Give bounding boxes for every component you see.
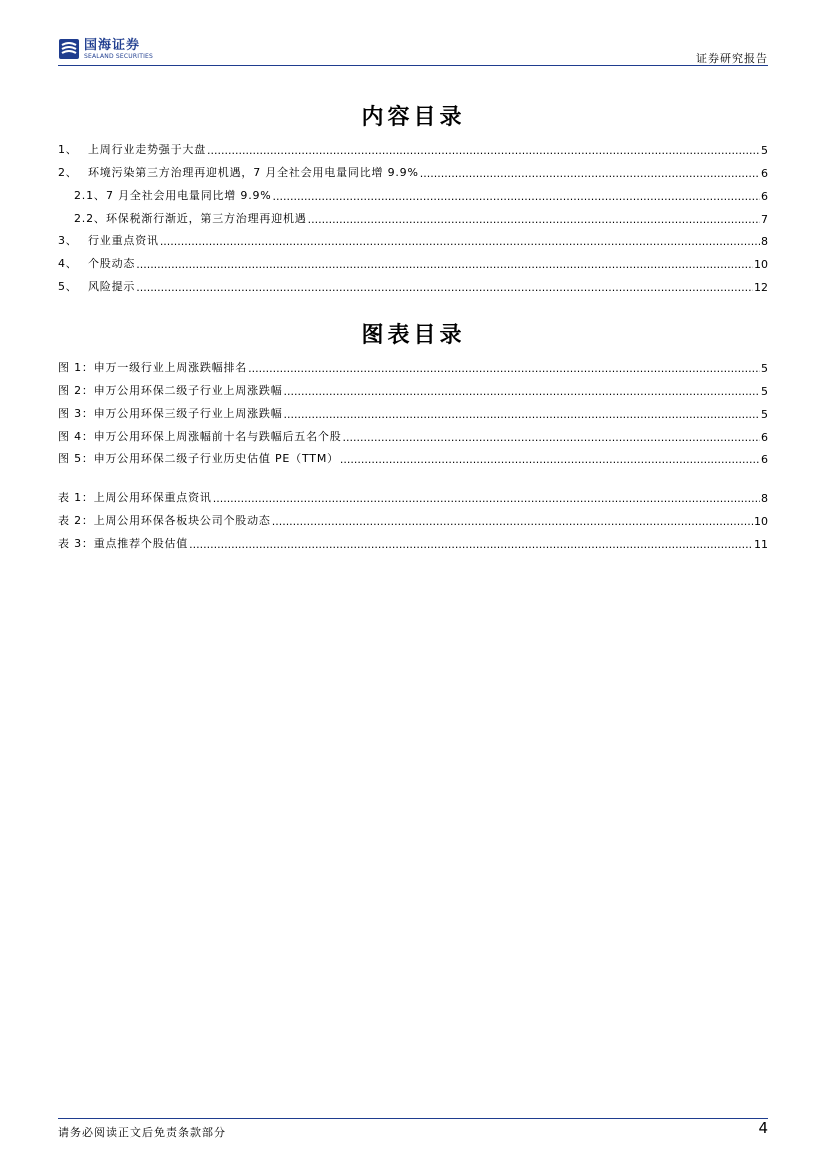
table-text: 上周公用环保重点资讯 [93, 491, 212, 505]
table-entry[interactable] [58, 482, 768, 505]
toc-entry-text: 上周行业走势强于大盘 [88, 142, 206, 156]
figure-label: 图 2： [58, 383, 94, 397]
leader-dots [189, 538, 753, 551]
toc-entry-text: 个股动态 [88, 257, 136, 271]
leader-dots [207, 144, 760, 157]
toc-entry-page: 8 [761, 235, 768, 249]
figure-page: 5 [761, 384, 768, 398]
leader-dots [284, 385, 760, 398]
toc-entry-page: 5 [761, 143, 768, 157]
figure-text: 申万一级行业上周涨跌幅排名 [93, 360, 248, 374]
toc-entry[interactable] [58, 226, 768, 249]
toc-subentry[interactable] [58, 203, 768, 226]
toc-entry-number: 2、 [58, 165, 78, 179]
leader-dots [420, 167, 760, 180]
table-page: 11 [754, 538, 768, 552]
figure-entry[interactable] [58, 375, 768, 398]
figure-text: 申万公用环保二级子行业上周涨跌幅 [93, 383, 283, 397]
table-label: 表 1： [58, 491, 94, 505]
table-page: 8 [761, 492, 768, 506]
toc-entry[interactable] [58, 271, 768, 294]
table-page: 10 [754, 515, 768, 529]
table-text: 重点推荐个股估值 [93, 537, 189, 551]
contents-list [58, 134, 768, 294]
figure-entry[interactable] [58, 444, 768, 467]
table-text: 上周公用环保各板块公司个股动态 [93, 514, 271, 528]
footer-divider [58, 1118, 768, 1119]
logo-english-name: SEALAND SECURITIES [84, 52, 154, 60]
figures-list [58, 352, 768, 551]
list-spacer [58, 466, 768, 482]
leader-dots [248, 362, 760, 375]
figure-label: 图 3： [58, 406, 94, 420]
table-entry[interactable] [58, 528, 768, 551]
leader-dots [136, 258, 753, 271]
sealand-logo-icon [58, 38, 80, 60]
leader-dots [273, 190, 760, 203]
company-logo [58, 38, 153, 60]
toc-entry-text: 风险提示 [88, 280, 136, 294]
leader-dots [160, 235, 760, 248]
toc-entry[interactable] [58, 134, 768, 157]
leader-dots [340, 453, 760, 466]
leader-dots [284, 408, 760, 421]
toc-entry-number: 5、 [58, 280, 78, 294]
toc-subentry[interactable] [58, 180, 768, 203]
table-label: 表 3： [58, 537, 94, 551]
toc-entry-number: 2.1、 [74, 188, 106, 202]
toc-entry-page: 10 [754, 258, 768, 272]
toc-entry-page: 7 [761, 212, 768, 226]
table-label: 表 2： [58, 514, 94, 528]
table-entry[interactable] [58, 505, 768, 528]
document-type-label: 证券研究报告 [696, 52, 768, 65]
toc-entry-number: 2.2、 [74, 211, 106, 225]
figure-page: 5 [761, 407, 768, 421]
figure-text: 申万公用环保三级子行业上周涨跌幅 [93, 406, 283, 420]
logo-chinese-name: 国海证券 [84, 37, 141, 53]
leader-dots [136, 281, 753, 294]
contents-title: 内容目录 [361, 105, 466, 130]
figure-page: 6 [761, 453, 768, 467]
disclaimer-note: 请务必阅读正文后免责条款部分 [58, 1126, 226, 1139]
toc-entry-text: 行业重点资讯 [88, 234, 159, 248]
toc-entry[interactable] [58, 157, 768, 180]
toc-entry-page: 6 [761, 166, 768, 180]
toc-entry-page: 12 [754, 281, 768, 295]
leader-dots [308, 213, 760, 226]
toc-entry[interactable] [58, 248, 768, 271]
toc-entry-number: 4、 [58, 257, 78, 271]
toc-entry-text: 环保税渐行渐近，第三方治理再迎机遇 [106, 211, 307, 225]
toc-entry-text: 7 月全社会用电量同比增 9.9% [106, 188, 272, 202]
figures-title: 图表目录 [361, 323, 466, 348]
toc-entry-number: 3、 [58, 234, 78, 248]
figure-entry[interactable] [58, 352, 768, 375]
figure-entry[interactable] [58, 398, 768, 421]
page-header [58, 38, 768, 64]
figure-text: 申万公用环保二级子行业历史估值 PE（TTM） [93, 452, 339, 466]
header-divider [58, 65, 768, 66]
figure-label: 图 5： [58, 452, 94, 466]
figure-entry[interactable] [58, 421, 768, 444]
page-number: 4 [758, 1119, 768, 1137]
figure-page: 5 [761, 361, 768, 375]
toc-entry-text: 环境污染第三方治理再迎机遇，7 月全社会用电量同比增 9.9% [88, 165, 419, 179]
figure-page: 6 [761, 430, 768, 444]
toc-entry-number: 1、 [58, 142, 78, 156]
figure-text: 申万公用环保上周涨幅前十名与跌幅后五名个股 [93, 429, 342, 443]
leader-dots [213, 492, 760, 505]
leader-dots [272, 515, 753, 528]
figure-label: 图 4： [58, 429, 94, 443]
toc-entry-page: 6 [761, 189, 768, 203]
figure-label: 图 1： [58, 360, 94, 374]
leader-dots [343, 431, 760, 444]
